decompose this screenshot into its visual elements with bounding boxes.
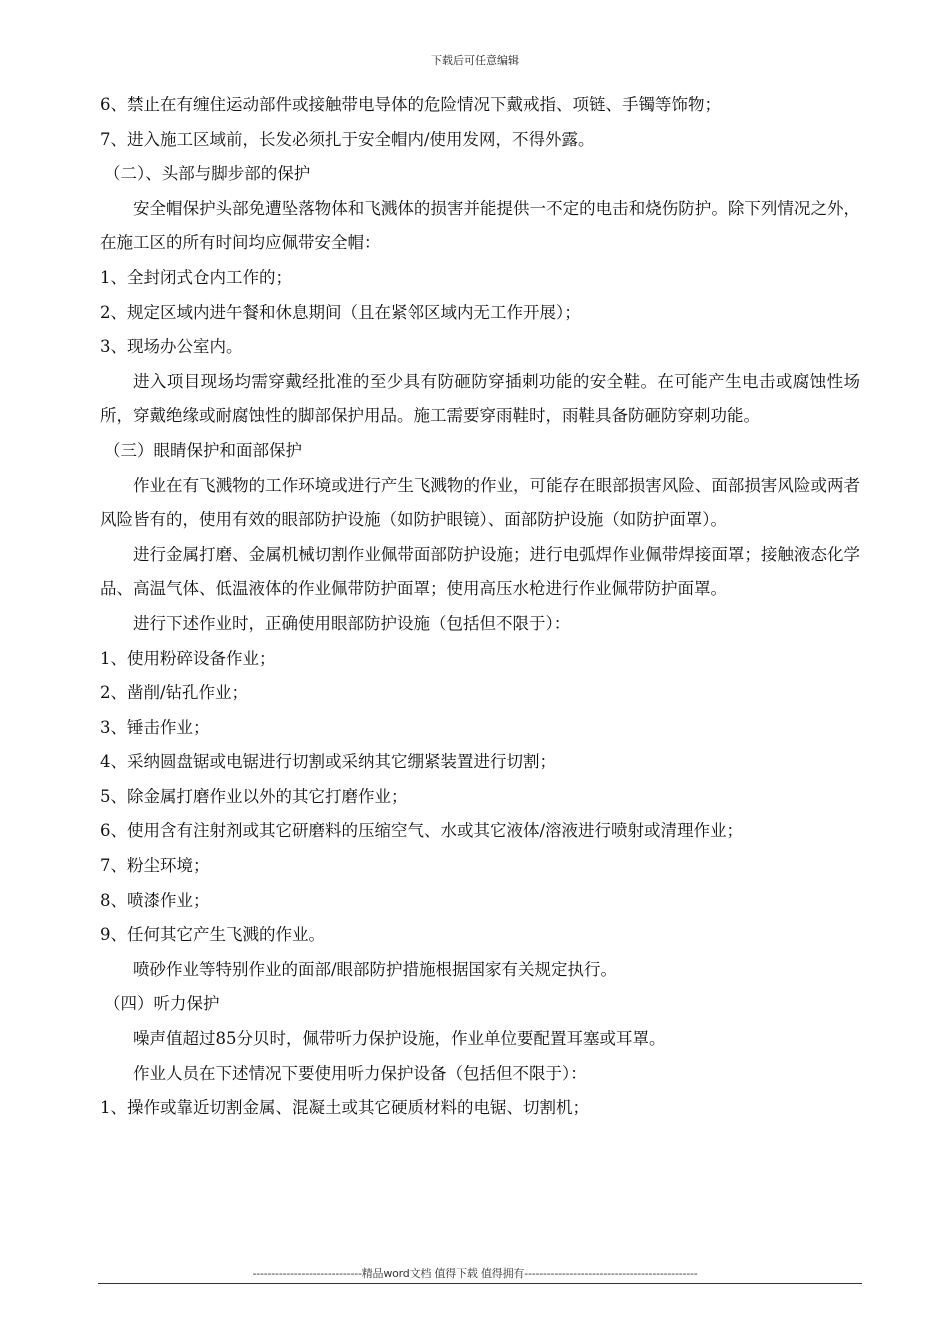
list-item: 7、粉尘环境； [100,856,210,876]
list-item: 2、规定区域内进午餐和休息期间（且在紧邻区域内无工作开展）； [100,302,581,322]
header-note: 下载后可任意编辑 [431,54,519,67]
list-item: 3、锤击作业； [100,717,210,737]
paragraph: 噪声值超过85分贝时，佩带听力保护设施，作业单位要配置耳塞或耳罩。 [133,1029,666,1049]
section-heading: （二）、头部与脚步部的保护 [104,164,311,184]
list-item: 3、现场办公室内。 [100,337,243,357]
paragraph: 安全帽保护头部免遭坠落物体和飞溅体的损害并能提供一不定的电击和烧伤防护。除下列情况之外，在施工区的所有时间均应佩带安全帽： [100,198,860,253]
paragraph: 作业在有飞溅物的工作环境或进行产生飞溅物的作业，可能存在眼部损害风险、面部损害风险或两者风险皆有的，使用有效的眼部防护设施（如防护眼镜）、面部防护设施（如防护面罩）。 [100,475,860,530]
document-body [100,88,860,1126]
section-heading: （四）听力保护 [104,994,220,1014]
list-item: 1、操作或靠近切割金属、混凝土或其它硬质材料的电锯、切割机； [100,1098,589,1118]
paragraph: 进行金属打磨、金属机械切割作业佩带面部防护设施；进行电弧焊作业佩带焊接面罩；接触液态化学品、高温气体、低温液体的作业佩带防护面罩；使用高压水枪进行作业佩带防护面罩。 [100,544,860,599]
list-item: 8、喷漆作业； [100,890,210,910]
list-item: 2、凿削/钻孔作业； [100,683,249,703]
footer-note: -----------------------------精品word文档 值得下载 值得拥有---------------------------------------------- [252,1267,698,1280]
paragraph: 作业人员在下述情况下要使用听力保护设备（包括但不限于）： [133,1063,587,1083]
paragraph: 进行下述作业时，正确使用眼部防护设施（包括但不限于）： [133,613,571,633]
paragraph: 喷砂作业等特别作业的面部/眼部防护措施根据国家有关规定执行。 [133,959,618,979]
list-item: 9、任何其它产生飞溅的作业。 [100,925,325,945]
list-item: 7、进入施工区域前，长发必须扎于安全帽内/使用发网，不得外露。 [100,129,595,149]
list-item: 4、采纳圆盘锯或电锯进行切割或采纳其它绷紧装置进行切割； [100,752,556,772]
paragraph: 进入项目现场均需穿戴经批准的至少具有防砸防穿插刺功能的安全鞋。在可能产生电击或腐蚀性场所，穿戴绝缘或耐腐蚀性的脚部保护用品。施工需要穿雨鞋时，雨鞋具备防砸防穿刺功能。 [100,371,860,426]
list-item: 6、禁止在有缠住运动部件或接触带电导体的危险情况下戴戒指、项链、手镯等饰物； [100,95,721,114]
list-item: 1、使用粉碎设备作业； [100,648,276,668]
list-item: 5、除金属打磨作业以外的其它打磨作业； [100,786,408,806]
list-item: 1、全封闭式仓内工作的； [100,267,292,287]
section-heading: （三）眼睛保护和面部保护 [104,440,302,460]
list-item: 6、使用含有注射剂或其它研磨料的压缩空气、水或其它液体/溶液进行喷射或清理作业； [100,821,744,841]
footer-divider [98,1283,862,1284]
